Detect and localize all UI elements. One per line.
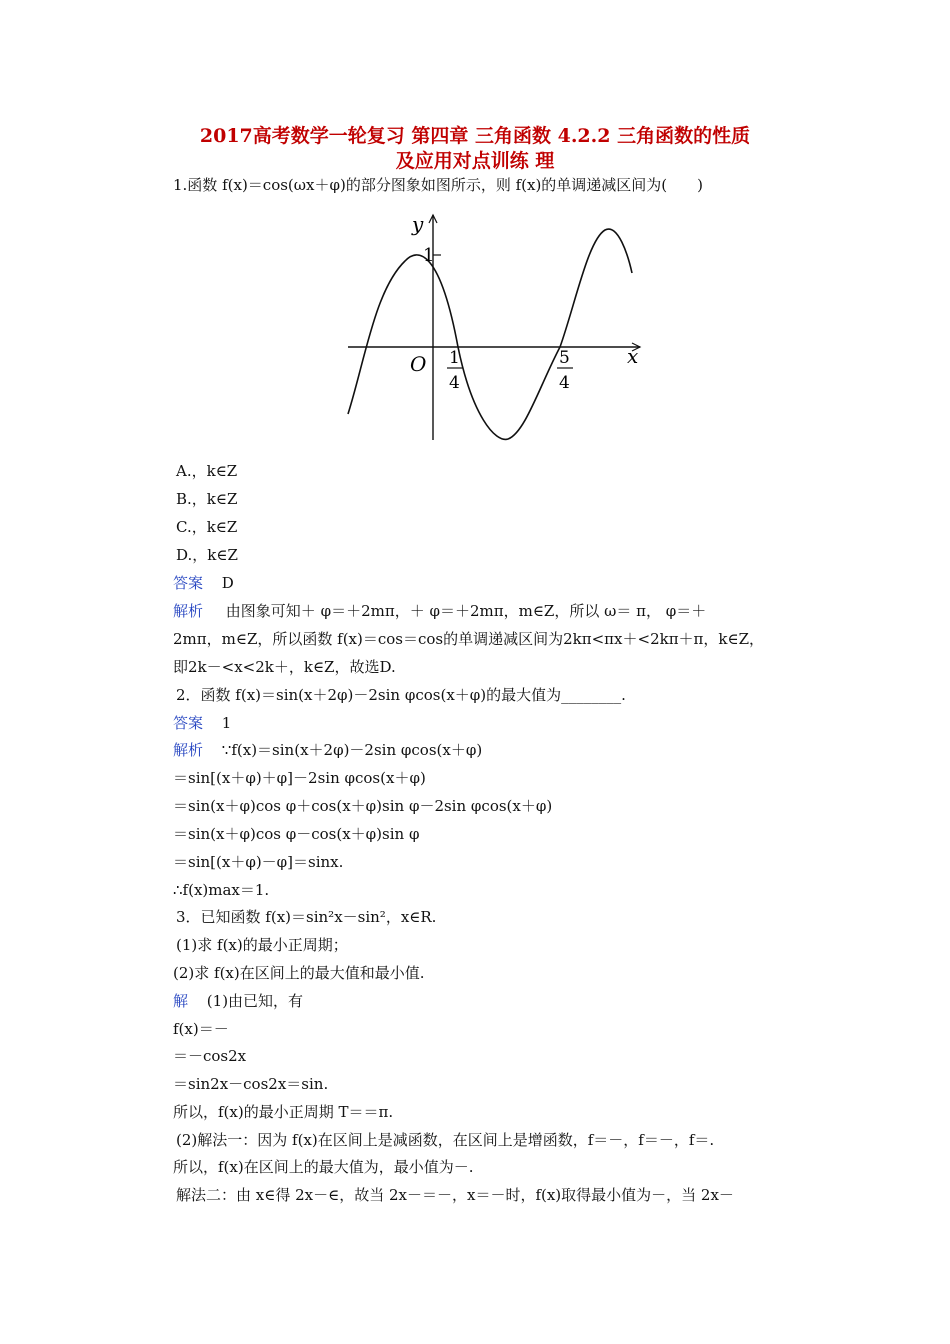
q2-step4: ＝sin[(x＋φ)－φ]＝sinx. — [173, 853, 344, 871]
y-label: y — [412, 212, 424, 236]
q3-part2: (2)求 f(x)在区间上的最大值和最小值. — [173, 964, 425, 982]
q3-line5: (2)解法一：因为 f(x)在区间上是减函数，在区间上是增函数，f＝－，f＝－，f＝. — [176, 1131, 715, 1149]
x-label: x — [627, 344, 639, 368]
q1-analysis-line1: 由图象可知＋ φ＝＋2mπ，＋ φ＝＋2mπ，m∈Z，所以 ω＝ π， φ＝＋ — [225, 602, 707, 620]
q1-analysis-line2: 2mπ，m∈Z，所以函数 f(x)＝cos＝cos的单调递减区间为2kπ<πx＋<2kπ＋π，k∈Z， — [173, 630, 765, 648]
q2-step3: ＝sin(x＋φ)cos φ－cos(x＋φ)sin φ — [173, 825, 420, 843]
q2-analysis-row — [173, 740, 482, 760]
q1-stem: 1.函数 f(x)＝cos(ωx＋φ)的部分图象如图所示，则 f(x)的单调递减区间为( ) — [173, 176, 704, 194]
q2-step2: ＝sin(x＋φ)cos φ＋cos(x＋φ)sin φ－2sin φcos(x＋φ) — [173, 797, 553, 815]
tick1-denominator: 4 — [449, 373, 460, 393]
q1-answer-label: 答案 — [173, 574, 204, 592]
q3-solution-first: (1)由已知，有 — [206, 992, 304, 1010]
q3-solution-row — [173, 991, 303, 1011]
q2-analysis-first: ∵f(x)＝sin(x＋2φ)－2sin φcos(x＋φ) — [221, 741, 483, 759]
q2-stem: 2．函数 f(x)＝sin(x＋2φ)－2sin φcos(x＋φ)的最大值为________. — [176, 686, 626, 704]
cosine-curve — [348, 229, 632, 439]
q1-option-b: B.，k∈Z — [176, 490, 238, 508]
q3-line7: 解法二：由 x∈得 2x－∈，故当 2x－＝－，x＝－时，f(x)取得最小值为－，当 2x－ — [176, 1186, 734, 1204]
doc-title-line1: 2017高考数学一轮复习 第四章 三角函数 4.2.2 三角函数的性质 — [199, 125, 751, 147]
q1-analysis-line3: 即2k－<x<2k＋，k∈Z，故选D. — [173, 658, 396, 676]
q3-line1: f(x)＝－ — [173, 1020, 229, 1038]
q1-answer-row — [173, 573, 234, 593]
q2-answer-row — [173, 713, 231, 733]
q1-option-a: A.，k∈Z — [176, 462, 238, 480]
q3-line2: ＝－cos2x — [173, 1047, 247, 1065]
q1-option-d: D.，k∈Z — [176, 546, 238, 564]
q3-line6: 所以，f(x)在区间上的最大值为，最小值为－. — [173, 1158, 474, 1176]
q3-line3: ＝sin2x－cos2x＝sin. — [173, 1075, 329, 1093]
q1-analysis-label: 解析 — [173, 602, 204, 620]
q1-option-c: C.，k∈Z — [176, 518, 238, 536]
tick2-numerator: 5 — [559, 348, 570, 368]
q3-stem: 3．已知函数 f(x)＝sin²x－sin²，x∈R. — [176, 908, 437, 926]
q3-solution-label: 解 — [173, 992, 189, 1010]
q3-line4: 所以，f(x)的最小正周期 T＝＝π. — [173, 1103, 394, 1121]
q1-analysis-row — [173, 601, 706, 621]
origin-label: O — [410, 352, 427, 376]
tick1-numerator: 1 — [449, 348, 460, 368]
cosine-graph — [340, 205, 656, 455]
tick2-denominator: 4 — [559, 373, 570, 393]
q2-analysis-label: 解析 — [173, 741, 204, 759]
doc-title-line2: 及应用对点训练 理 — [395, 150, 555, 172]
q2-step5: ∴f(x)max＝1. — [173, 881, 270, 899]
q2-answer-label: 答案 — [173, 714, 204, 732]
q1-answer-value: D — [221, 574, 234, 592]
q2-step1: ＝sin[(x＋φ)＋φ]－2sin φcos(x＋φ) — [173, 769, 426, 787]
q3-part1: (1)求 f(x)的最小正周期； — [176, 936, 348, 954]
q2-answer-value: 1 — [221, 714, 232, 732]
one-label: 1 — [423, 245, 435, 266]
